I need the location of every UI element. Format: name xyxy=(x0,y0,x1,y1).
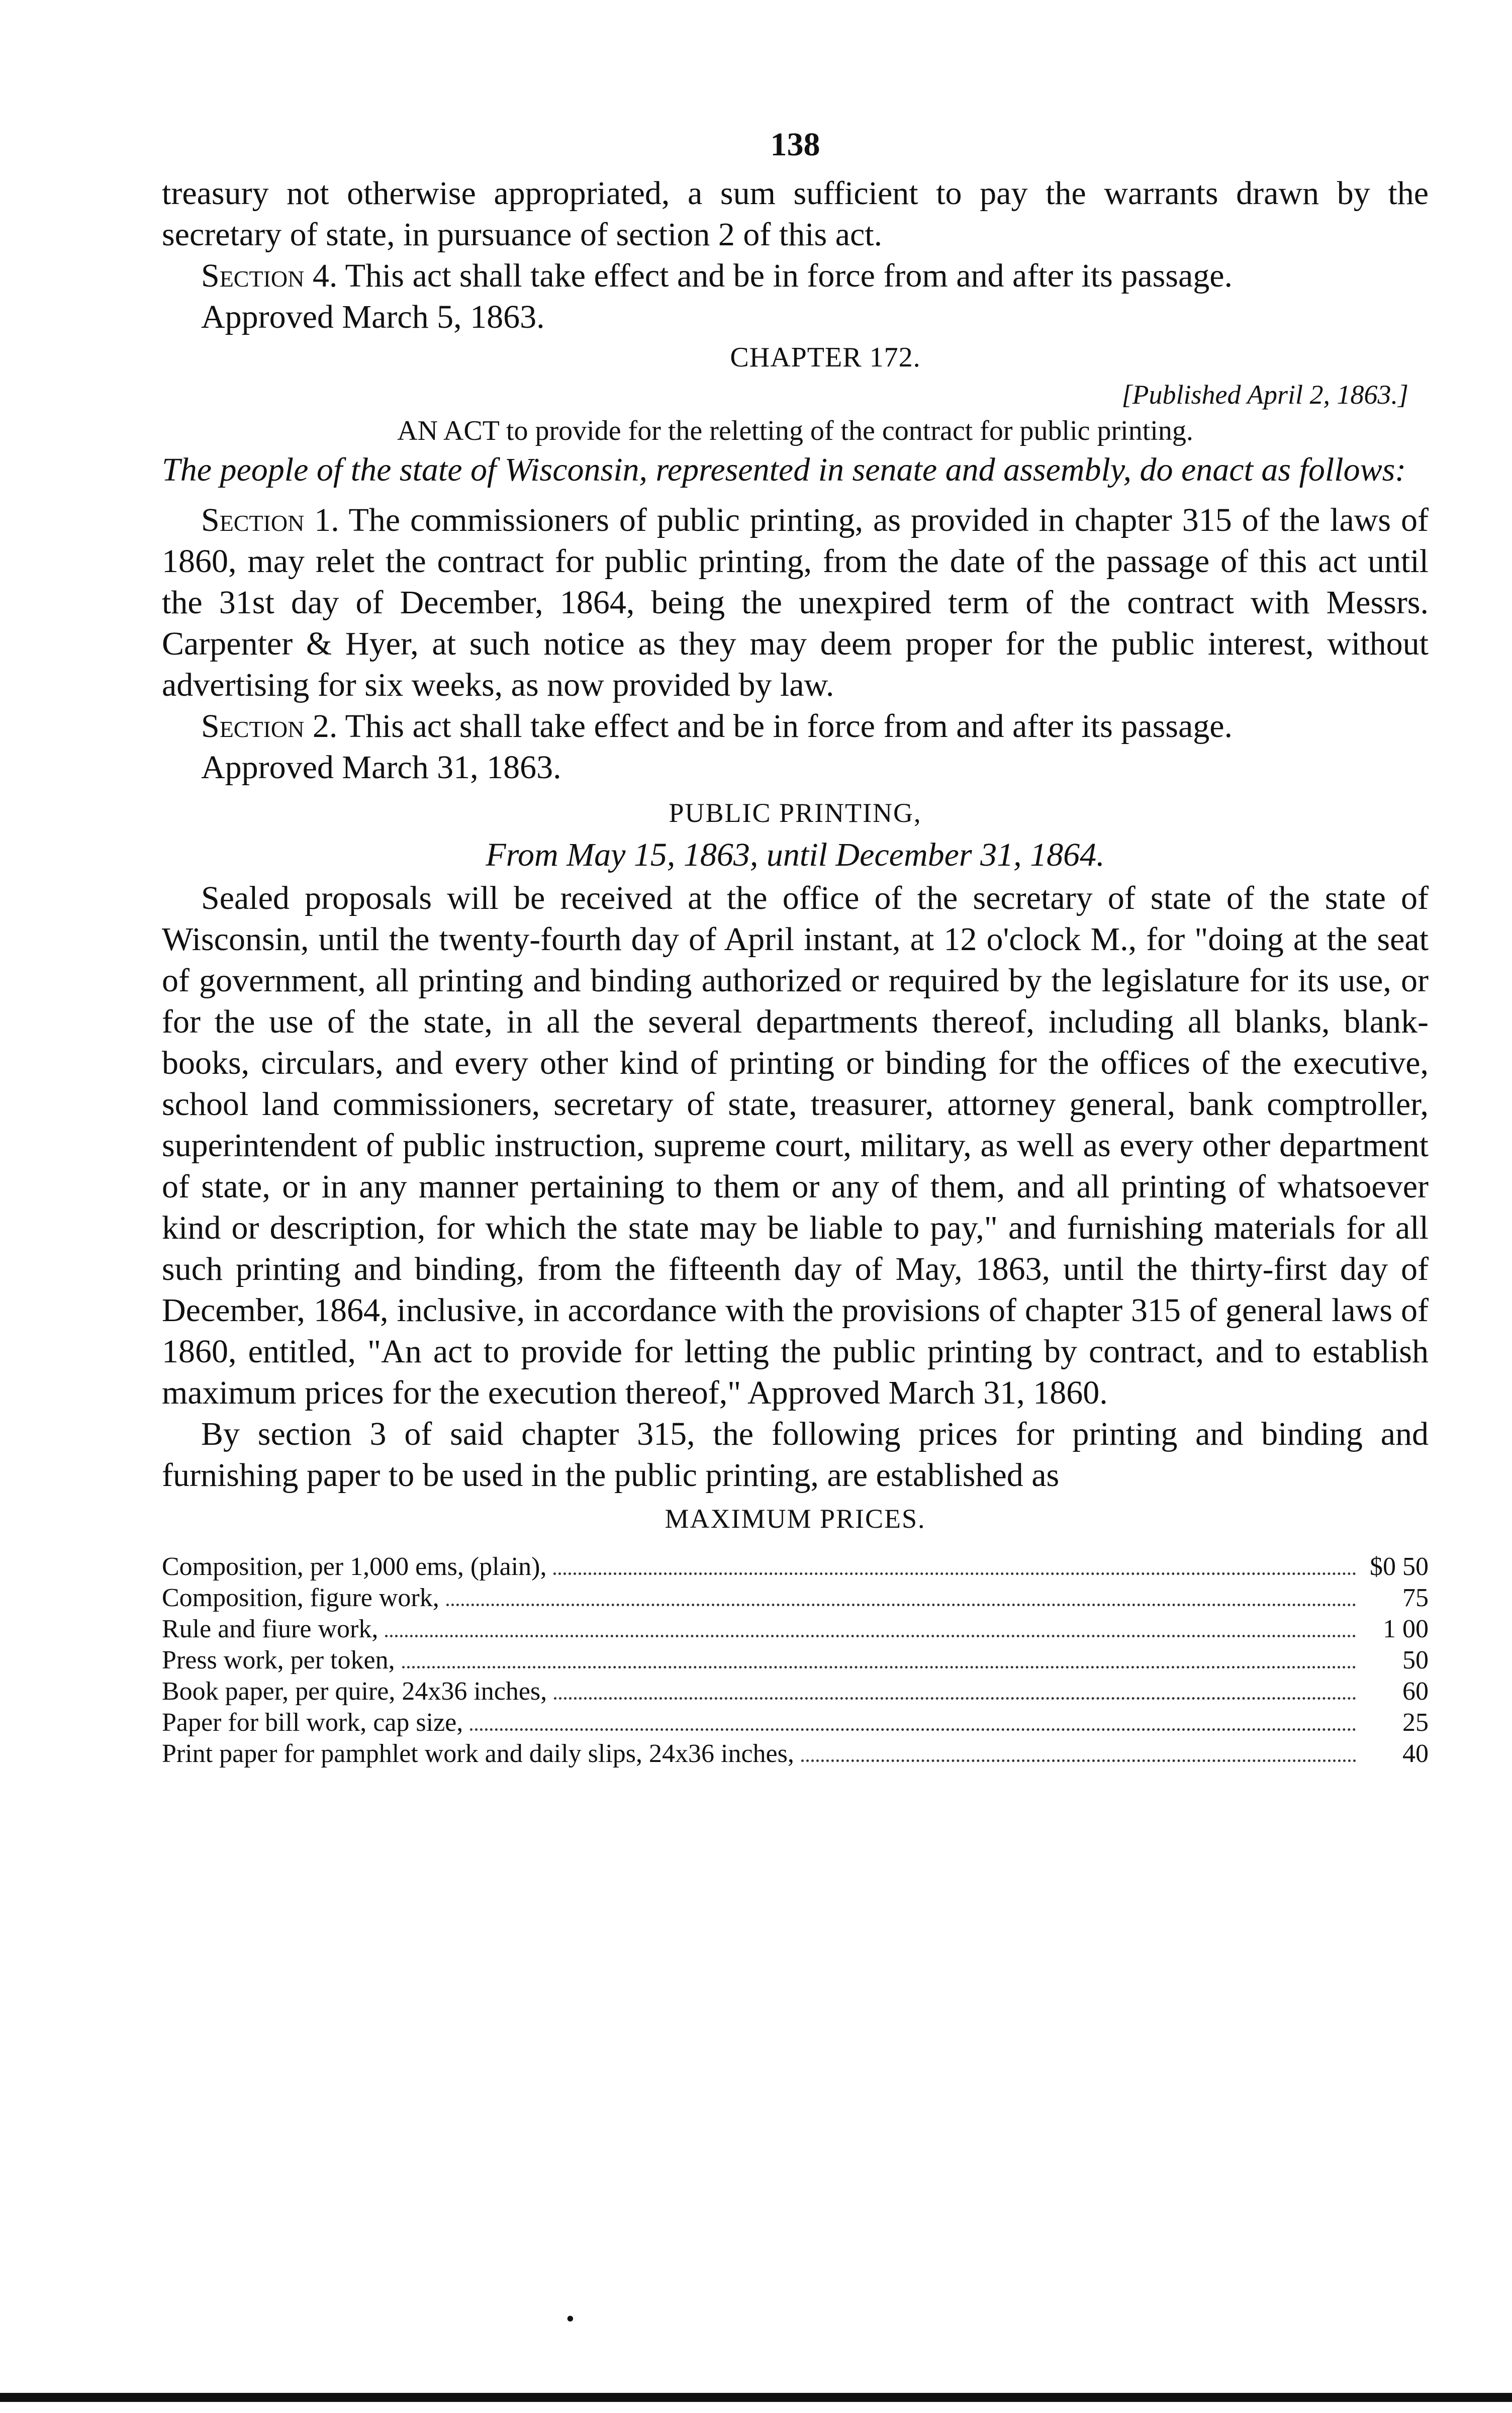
approved-march-5: Approved March 5, 1863. xyxy=(201,299,545,335)
leader-dots xyxy=(385,1635,1356,1637)
section-1-text: The commissioners of public printing, as provided in chapter 315 of the laws of 1860, may relet the contract for public printing, from the date of the passage of this act until the 31st day of December, 1864, being the unexpired term of the contract with Messrs. Carpenter & Hyer, at such notice as they may deem proper for the public interest, without advertising for six weeks, as now provided by law. xyxy=(162,502,1429,703)
price-item: Print paper for pamphlet work and daily slips, 24x36 inches, xyxy=(162,1739,794,1768)
price-amount: 25 xyxy=(1402,1708,1429,1737)
price-amount: 40 xyxy=(1402,1739,1429,1768)
maximum-prices-heading: MAXIMUM PRICES. xyxy=(665,1504,926,1534)
section-4-label: Section 4. xyxy=(201,257,338,294)
chapter-heading: CHAPTER 172. xyxy=(730,342,921,373)
price-amount: $0 50 xyxy=(1370,1552,1429,1581)
price-row xyxy=(162,1707,1429,1738)
enacting-clause: The people of the state of Wisconsin, represented in senate and assembly, do enact as follows: xyxy=(162,451,1406,488)
notice-paragraph: Sealed proposals will be received at the office of the secretary of state of the state of Wisconsin, until the twenty-fourth day of April instant, at 12 o'clock M., for "doing at the seat of government, all printing and binding authorized or required by the legislature for its use, or for the use of the state, in all the several departments thereof, including all blanks, blank-books, circulars, and every other kind of printing or binding for the offices of the executive, school land commissioners, secretary of state, treasurer, attorney general, bank comptroller, superintendent of public instruction, supreme court, military, as well as every other department of state, or in any manner pertaining to them or any of them, and all printing of whatsoever kind or description, for which the state may be liable to pay," and furnishing materials for all such printing and binding, from the fifteenth day of May, 1863, until the thirty-first day of December, 1864, inclusive, in accordance with the provisions of chapter 315 of general laws of 1860, entitled, "An act to provide for letting the public printing by contract, and to establish maximum prices for the execution thereof," Approved March 31, 1860. xyxy=(162,880,1429,1411)
price-item: Composition, per 1,000 ems, (plain), xyxy=(162,1552,547,1581)
price-item: Book paper, per quire, 24x36 inches, xyxy=(162,1677,547,1706)
approved-march-31: Approved March 31, 1863. xyxy=(201,749,561,786)
price-list xyxy=(162,1551,1429,1770)
price-item: Composition, figure work, xyxy=(162,1584,439,1612)
document-page xyxy=(162,126,1429,1770)
carry-over-paragraph: treasury not otherwise appropriated, a sum sufficient to pay the warrants drawn by the secretary of state, in pursuance of section 2 of this act. xyxy=(162,175,1429,253)
section-1-label: Section 1. xyxy=(201,502,339,538)
section-4-paragraph xyxy=(162,255,1429,297)
leader-dots xyxy=(402,1666,1356,1668)
price-row xyxy=(162,1583,1429,1614)
public-printing-heading: PUBLIC PRINTING, xyxy=(669,798,922,828)
price-row xyxy=(162,1676,1429,1707)
leader-dots xyxy=(470,1728,1356,1731)
price-row xyxy=(162,1738,1429,1770)
price-amount: 60 xyxy=(1402,1677,1429,1706)
price-row xyxy=(162,1645,1429,1676)
published-date: [Published April 2, 1863.] xyxy=(1121,380,1408,410)
section-2-text: This act shall take effect and be in force from and after its passage. xyxy=(345,708,1233,745)
leader-dots xyxy=(446,1604,1356,1606)
price-amount: 50 xyxy=(1402,1646,1429,1675)
price-row xyxy=(162,1551,1429,1583)
price-amount: 1 00 xyxy=(1383,1615,1429,1643)
section-4-text: This act shall take effect and be in force from and after its passage. xyxy=(345,257,1233,294)
printing-dates: From May 15, 1863, until December 31, 1864. xyxy=(486,837,1105,873)
footer-mark: • xyxy=(566,2305,575,2332)
price-item: Paper for bill work, cap size, xyxy=(162,1708,463,1737)
section-3-paragraph: By section 3 of said chapter 315, the following prices for printing and binding and furnishing paper to be used in the public printing, are established as xyxy=(162,1416,1429,1494)
price-amount: 75 xyxy=(1402,1584,1429,1612)
section-2-label: Section 2. xyxy=(201,708,338,745)
price-row xyxy=(162,1614,1429,1645)
page-number: 138 xyxy=(770,126,820,163)
leader-dots xyxy=(801,1759,1356,1762)
leader-dots xyxy=(554,1697,1356,1700)
price-item: Press work, per token, xyxy=(162,1646,395,1675)
bottom-rule xyxy=(0,2393,1512,2402)
section-1-paragraph xyxy=(162,500,1429,706)
leader-dots xyxy=(553,1572,1356,1575)
section-2-paragraph xyxy=(162,706,1429,747)
price-item: Rule and fiure work, xyxy=(162,1615,379,1643)
act-title: AN ACT to provide for the reletting of the contract for public printing. xyxy=(397,415,1193,446)
